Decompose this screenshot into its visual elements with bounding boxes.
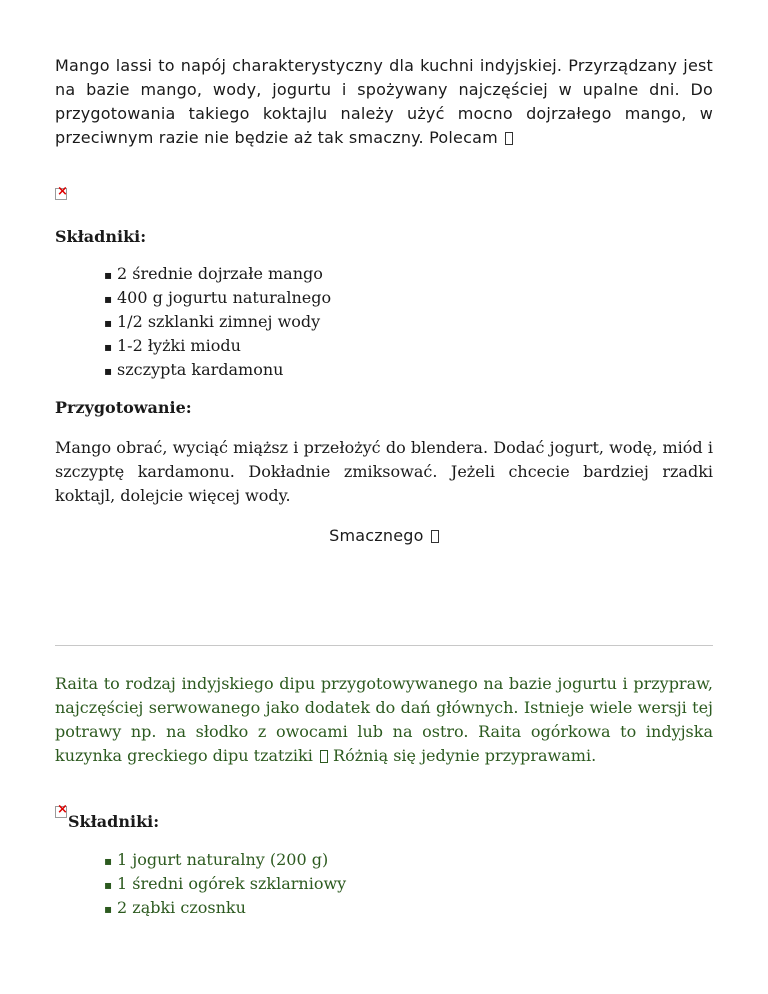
raita-ingredients-heading: Składniki: xyxy=(68,812,160,831)
list-item xyxy=(104,358,331,382)
list-item xyxy=(104,262,331,286)
mango-ingredients-list xyxy=(104,262,331,382)
broken-image-icon xyxy=(55,188,67,200)
list-item xyxy=(104,334,331,358)
list-item xyxy=(104,310,331,334)
ingredient-text: 1-2 łyżki miodu xyxy=(117,336,241,355)
ingredient-text: szczypta kardamonu xyxy=(117,360,284,379)
ingredient-text: 1 jogurt naturalny (200 g) xyxy=(117,850,329,869)
broken-image-icon xyxy=(55,806,67,818)
mango-intro-paragraph xyxy=(55,54,713,150)
ingredient-text: 2 średnie dojrzałe mango xyxy=(117,264,323,283)
mango-closing-line xyxy=(55,524,713,548)
list-item xyxy=(104,286,331,310)
ingredient-text: 1/2 szklanki zimnej wody xyxy=(117,312,321,331)
missing-emoji-icon xyxy=(431,530,439,543)
list-item xyxy=(104,872,346,896)
raita-intro-paragraph xyxy=(55,672,713,768)
ingredient-text: 2 ząbki czosnku xyxy=(117,898,246,917)
missing-emoji-icon xyxy=(505,132,513,145)
ingredient-text: 1 średni ogórek szklarniowy xyxy=(117,874,347,893)
mango-ingredients-heading: Składniki: xyxy=(55,227,147,246)
raita-ingredients-list xyxy=(104,848,346,920)
mango-closing-text: Smacznego xyxy=(329,526,424,545)
ingredient-text: 400 g jogurtu naturalnego xyxy=(117,288,332,307)
raita-intro-text-end: Różnią się jedynie przyprawami. xyxy=(333,746,597,765)
list-item xyxy=(104,896,346,920)
mango-preparation-text: Mango obrać, wyciąć miąższ i przełożyć do blendera. Dodać jogurt, wodę, miód i szczyptę kardamonu. Dokładnie zmiksować. Jeżeli chcecie bardziej rzadki koktajl, dolejcie więcej wody. xyxy=(55,438,713,505)
mango-intro-text: Mango lassi to napój charakterystyczny dla kuchni indyjskiej. Przyrządzany jest na bazie mango, wody, jogurtu i spożywany najczęściej w upalne dni. Do przygotowania takiego koktajlu należy użyć mocno dojrzałego mango, w przeciwnym razie nie będzie aż tak smaczny. Polecam xyxy=(55,56,713,147)
missing-emoji-icon xyxy=(320,750,328,763)
mango-preparation-heading: Przygotowanie: xyxy=(55,398,192,417)
list-item xyxy=(104,848,346,872)
section-divider xyxy=(55,645,713,646)
raita-intro-text: Raita to rodzaj indyjskiego dipu przygotowywanego na bazie jogurtu i przypraw, najczęściej serwowanego jako dodatek do dań głównych. Istnieje wiele wersji tej potrawy np. na słodko z owocami lub na ostro. Raita ogórkowa to indyjska kuzynka greckiego dipu tzatziki xyxy=(55,674,713,765)
